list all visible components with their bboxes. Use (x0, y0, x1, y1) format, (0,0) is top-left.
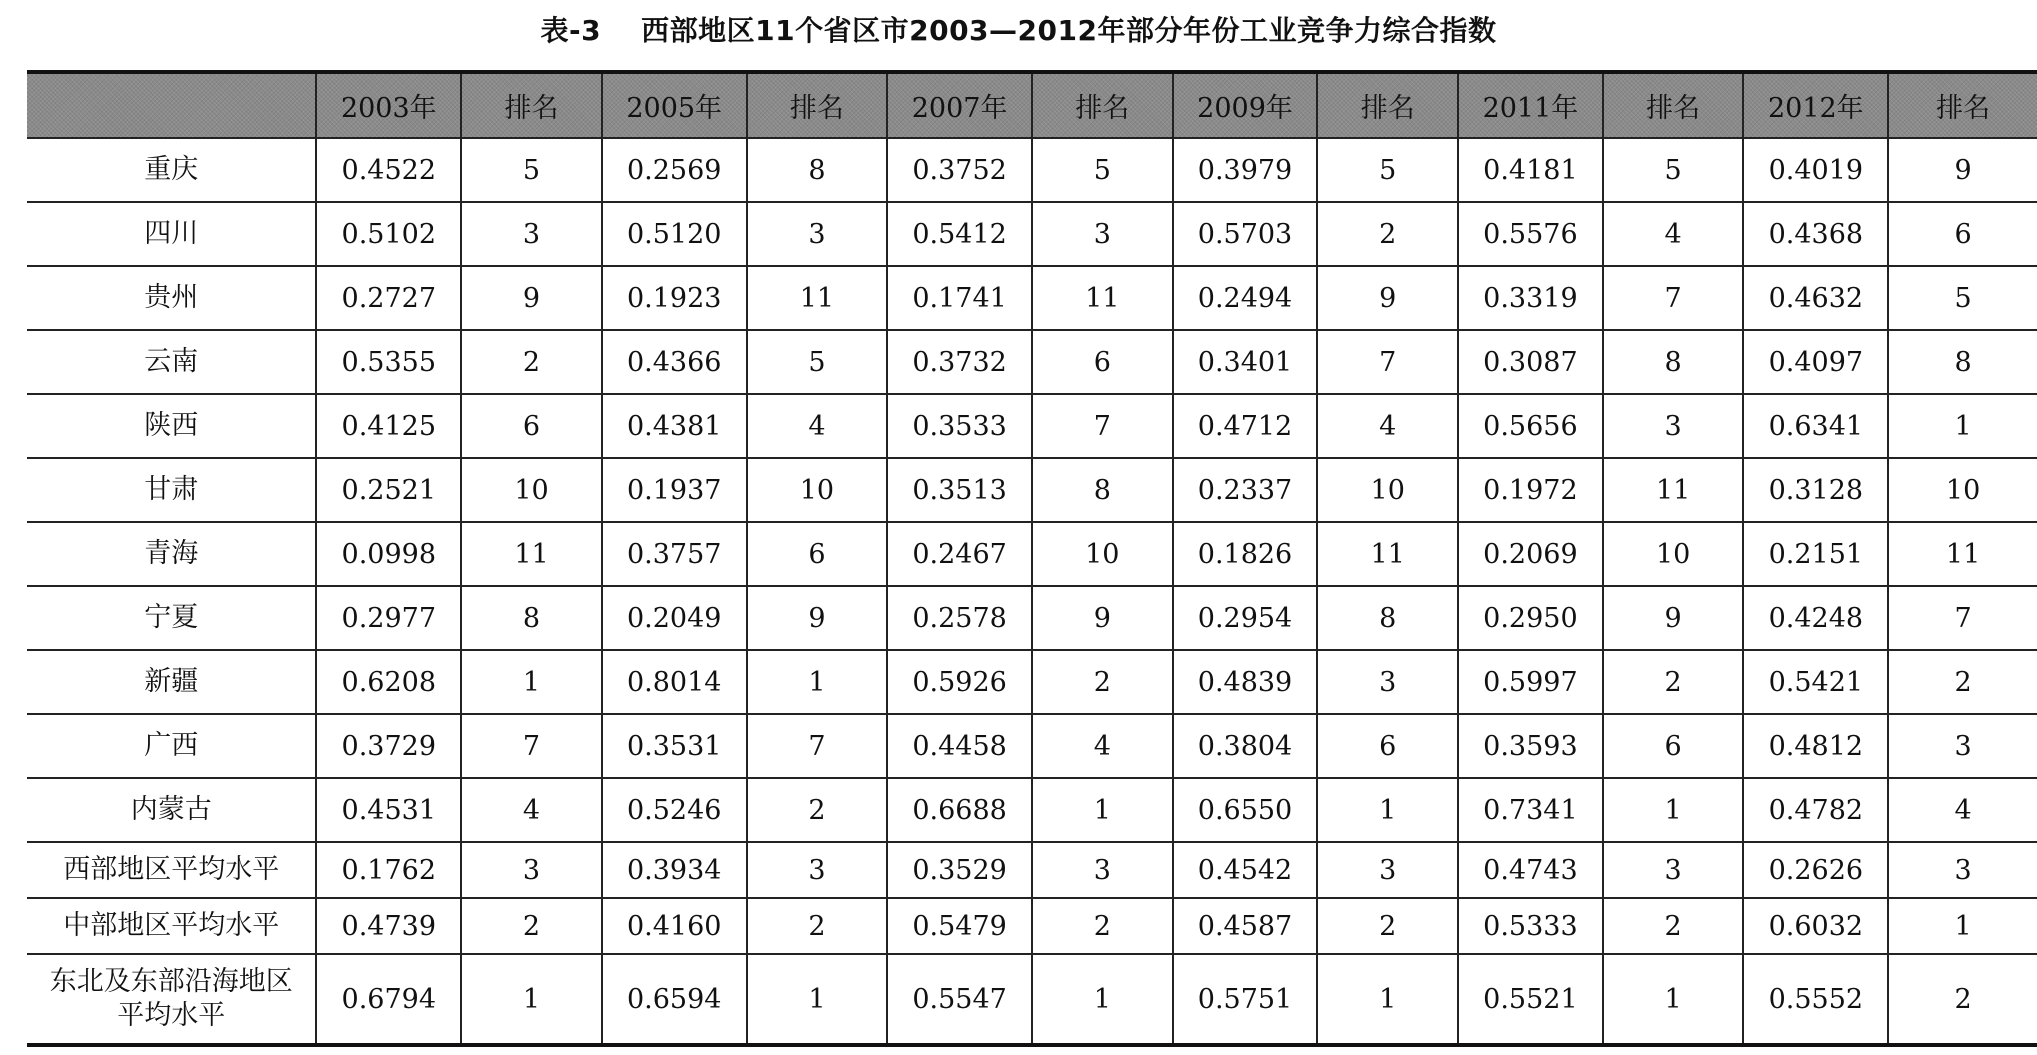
index-cell: 0.5997 (1458, 650, 1603, 714)
header-rank: 排名 (1317, 72, 1458, 138)
index-cell: 0.4181 (1458, 138, 1603, 202)
index-cell: 0.0998 (316, 522, 461, 586)
competitiveness-index-table (27, 70, 2037, 1047)
index-cell: 0.4019 (1743, 138, 1888, 202)
index-cell: 0.3729 (316, 714, 461, 778)
rank-cell: 4 (1603, 202, 1744, 266)
header-region (27, 72, 316, 138)
region-cell: 宁夏 (27, 586, 316, 650)
index-cell: 0.4531 (316, 778, 461, 842)
index-cell: 0.4381 (602, 394, 747, 458)
table-caption (0, 6, 2037, 56)
rank-cell: 10 (461, 458, 602, 522)
table-row (27, 458, 2037, 522)
header-rank: 排名 (747, 72, 888, 138)
index-cell: 0.4366 (602, 330, 747, 394)
header-rank: 排名 (1888, 72, 2037, 138)
rank-cell: 1 (747, 650, 888, 714)
index-cell: 0.2467 (887, 522, 1032, 586)
rank-cell: 8 (1032, 458, 1173, 522)
table-row (27, 266, 2037, 330)
index-cell: 0.5926 (887, 650, 1032, 714)
rank-cell: 4 (1317, 394, 1458, 458)
rank-cell: 8 (747, 138, 888, 202)
index-cell: 0.2049 (602, 586, 747, 650)
region-cell: 陕西 (27, 394, 316, 458)
index-cell: 0.4743 (1458, 842, 1603, 898)
rank-cell: 1 (1888, 898, 2037, 954)
table-row (27, 202, 2037, 266)
region-cell: 云南 (27, 330, 316, 394)
table-row (27, 954, 2037, 1045)
rank-cell: 10 (1888, 458, 2037, 522)
index-cell: 0.1826 (1173, 522, 1318, 586)
table-row (27, 842, 2037, 898)
rank-cell: 2 (461, 898, 602, 954)
rank-cell: 1 (1317, 954, 1458, 1045)
rank-cell: 7 (1888, 586, 2037, 650)
rank-cell: 3 (1603, 842, 1744, 898)
header-year: 2007年 (887, 72, 1032, 138)
rank-cell: 5 (1888, 266, 2037, 330)
index-cell: 0.4368 (1743, 202, 1888, 266)
index-cell: 0.4458 (887, 714, 1032, 778)
index-cell: 0.6688 (887, 778, 1032, 842)
rank-cell: 3 (1317, 842, 1458, 898)
index-cell: 0.6794 (316, 954, 461, 1045)
rank-cell: 2 (747, 898, 888, 954)
index-cell: 0.3529 (887, 842, 1032, 898)
rank-cell: 7 (1317, 330, 1458, 394)
rank-cell: 5 (1603, 138, 1744, 202)
region-cell: 东北及东部沿海地区 平均水平 (49, 966, 293, 1031)
index-cell: 0.3087 (1458, 330, 1603, 394)
index-cell: 0.5703 (1173, 202, 1318, 266)
table-title: 西部地区11个省区市2003—2012年部分年份工业竞争力综合指数 (641, 14, 1497, 47)
region-cell: 新疆 (27, 650, 316, 714)
index-cell: 0.5120 (602, 202, 747, 266)
rank-cell: 1 (461, 954, 602, 1045)
index-cell: 0.4522 (316, 138, 461, 202)
rank-cell: 2 (1032, 898, 1173, 954)
rank-cell: 5 (461, 138, 602, 202)
index-cell: 0.5102 (316, 202, 461, 266)
region-cell: 重庆 (27, 138, 316, 202)
index-cell: 0.4782 (1743, 778, 1888, 842)
index-cell: 0.4160 (602, 898, 747, 954)
rank-cell: 2 (1603, 898, 1744, 954)
rank-cell: 2 (747, 778, 888, 842)
index-cell: 0.3128 (1743, 458, 1888, 522)
table-body (27, 138, 2037, 1045)
region-cell: 四川 (27, 202, 316, 266)
rank-cell: 2 (1317, 202, 1458, 266)
index-cell: 0.5547 (887, 954, 1032, 1045)
rank-cell: 3 (1888, 714, 2037, 778)
index-cell: 0.3319 (1458, 266, 1603, 330)
table-row (27, 778, 2037, 842)
rank-cell: 1 (747, 954, 888, 1045)
table-number: 表-3 (540, 14, 602, 47)
rank-cell: 7 (1603, 266, 1744, 330)
index-cell: 0.2977 (316, 586, 461, 650)
index-cell: 0.5656 (1458, 394, 1603, 458)
rank-cell: 2 (1032, 650, 1173, 714)
index-cell: 0.3593 (1458, 714, 1603, 778)
rank-cell: 7 (1032, 394, 1173, 458)
rank-cell: 8 (1888, 330, 2037, 394)
table-row (27, 330, 2037, 394)
rank-cell: 10 (747, 458, 888, 522)
index-cell: 0.2626 (1743, 842, 1888, 898)
rank-cell: 8 (461, 586, 602, 650)
index-cell: 0.1923 (602, 266, 747, 330)
rank-cell: 10 (1317, 458, 1458, 522)
index-cell: 0.4542 (1173, 842, 1318, 898)
rank-cell: 6 (1317, 714, 1458, 778)
rank-cell: 9 (461, 266, 602, 330)
rank-cell: 11 (1317, 522, 1458, 586)
rank-cell: 5 (1317, 138, 1458, 202)
index-cell: 0.4712 (1173, 394, 1318, 458)
index-cell: 0.2521 (316, 458, 461, 522)
index-cell: 0.6550 (1173, 778, 1318, 842)
region-cell: 青海 (27, 522, 316, 586)
header-rank: 排名 (461, 72, 602, 138)
rank-cell: 8 (1317, 586, 1458, 650)
index-cell: 0.1762 (316, 842, 461, 898)
rank-cell: 4 (1888, 778, 2037, 842)
header-year: 2012年 (1743, 72, 1888, 138)
table-row (27, 650, 2037, 714)
header-rank: 排名 (1032, 72, 1173, 138)
index-cell: 0.5576 (1458, 202, 1603, 266)
rank-cell: 2 (1888, 650, 2037, 714)
rank-cell: 4 (1032, 714, 1173, 778)
rank-cell: 9 (1317, 266, 1458, 330)
rank-cell: 6 (461, 394, 602, 458)
index-cell: 0.4248 (1743, 586, 1888, 650)
table-row (27, 586, 2037, 650)
index-cell: 0.3732 (887, 330, 1032, 394)
rank-cell: 11 (1032, 266, 1173, 330)
rank-cell: 4 (461, 778, 602, 842)
rank-cell: 1 (1032, 954, 1173, 1045)
table-row (27, 394, 2037, 458)
index-cell: 0.3752 (887, 138, 1032, 202)
index-cell: 0.6341 (1743, 394, 1888, 458)
rank-cell: 11 (747, 266, 888, 330)
index-cell: 0.3401 (1173, 330, 1318, 394)
rank-cell: 3 (1032, 842, 1173, 898)
index-cell: 0.2494 (1173, 266, 1318, 330)
region-cell: 内蒙古 (27, 778, 316, 842)
index-cell: 0.6594 (602, 954, 747, 1045)
rank-cell: 3 (1317, 650, 1458, 714)
index-cell: 0.4632 (1743, 266, 1888, 330)
index-cell: 0.2151 (1743, 522, 1888, 586)
index-cell: 0.5412 (887, 202, 1032, 266)
index-cell: 0.1972 (1458, 458, 1603, 522)
rank-cell: 3 (461, 202, 602, 266)
rank-cell: 3 (747, 202, 888, 266)
table-row (27, 898, 2037, 954)
index-cell: 0.6208 (316, 650, 461, 714)
index-cell: 0.2950 (1458, 586, 1603, 650)
index-cell: 0.2069 (1458, 522, 1603, 586)
index-cell: 0.4097 (1743, 330, 1888, 394)
index-cell: 0.2578 (887, 586, 1032, 650)
rank-cell: 2 (1888, 954, 2037, 1045)
index-cell: 0.1741 (887, 266, 1032, 330)
index-cell: 0.5479 (887, 898, 1032, 954)
table-row (27, 138, 2037, 202)
index-cell: 0.3804 (1173, 714, 1318, 778)
index-cell: 0.5333 (1458, 898, 1603, 954)
rank-cell: 9 (1603, 586, 1744, 650)
rank-cell: 6 (1888, 202, 2037, 266)
rank-cell: 9 (747, 586, 888, 650)
rank-cell: 7 (461, 714, 602, 778)
header-year: 2009年 (1173, 72, 1318, 138)
region-cell: 西部地区平均水平 (27, 842, 316, 898)
rank-cell: 3 (461, 842, 602, 898)
index-cell: 0.2337 (1173, 458, 1318, 522)
rank-cell: 1 (1603, 778, 1744, 842)
rank-cell: 8 (1603, 330, 1744, 394)
rank-cell: 3 (1032, 202, 1173, 266)
header-year: 2003年 (316, 72, 461, 138)
index-cell: 0.3513 (887, 458, 1032, 522)
index-cell: 0.5552 (1743, 954, 1888, 1045)
index-cell: 0.4587 (1173, 898, 1318, 954)
index-cell: 0.2727 (316, 266, 461, 330)
index-cell: 0.7341 (1458, 778, 1603, 842)
index-cell: 0.5751 (1173, 954, 1318, 1045)
index-cell: 0.3979 (1173, 138, 1318, 202)
rank-cell: 2 (461, 330, 602, 394)
rank-cell: 11 (1603, 458, 1744, 522)
rank-cell: 5 (747, 330, 888, 394)
index-cell: 0.6032 (1743, 898, 1888, 954)
index-cell: 0.4812 (1743, 714, 1888, 778)
rank-cell: 11 (461, 522, 602, 586)
index-cell: 0.5355 (316, 330, 461, 394)
region-cell: 贵州 (27, 266, 316, 330)
index-cell: 0.8014 (602, 650, 747, 714)
rank-cell: 1 (1603, 954, 1744, 1045)
table-row (27, 714, 2037, 778)
index-cell: 0.4739 (316, 898, 461, 954)
region-cell: 广西 (27, 714, 316, 778)
index-cell: 0.3934 (602, 842, 747, 898)
index-cell: 0.3757 (602, 522, 747, 586)
header-year: 2005年 (602, 72, 747, 138)
rank-cell: 4 (747, 394, 888, 458)
index-cell: 0.3531 (602, 714, 747, 778)
rank-cell: 7 (747, 714, 888, 778)
header-year: 2011年 (1458, 72, 1603, 138)
region-cell: 中部地区平均水平 (27, 898, 316, 954)
rank-cell: 2 (1317, 898, 1458, 954)
rank-cell: 3 (747, 842, 888, 898)
index-cell: 0.5421 (1743, 650, 1888, 714)
rank-cell: 9 (1888, 138, 2037, 202)
rank-cell: 3 (1603, 394, 1744, 458)
table-row (27, 522, 2037, 586)
rank-cell: 1 (1317, 778, 1458, 842)
rank-cell: 1 (1888, 394, 2037, 458)
rank-cell: 10 (1032, 522, 1173, 586)
table-header-row (27, 72, 2037, 138)
header-rank: 排名 (1603, 72, 1744, 138)
rank-cell: 10 (1603, 522, 1744, 586)
rank-cell: 1 (461, 650, 602, 714)
rank-cell: 9 (1032, 586, 1173, 650)
index-cell: 0.1937 (602, 458, 747, 522)
index-cell: 0.5521 (1458, 954, 1603, 1045)
rank-cell: 2 (1603, 650, 1744, 714)
region-cell: 甘肃 (27, 458, 316, 522)
rank-cell: 6 (1032, 330, 1173, 394)
rank-cell: 1 (1032, 778, 1173, 842)
rank-cell: 5 (1032, 138, 1173, 202)
index-cell: 0.2569 (602, 138, 747, 202)
index-cell: 0.3533 (887, 394, 1032, 458)
index-cell: 0.4839 (1173, 650, 1318, 714)
rank-cell: 11 (1888, 522, 2037, 586)
index-cell: 0.5246 (602, 778, 747, 842)
rank-cell: 6 (1603, 714, 1744, 778)
index-cell: 0.2954 (1173, 586, 1318, 650)
rank-cell: 3 (1888, 842, 2037, 898)
index-cell: 0.4125 (316, 394, 461, 458)
rank-cell: 6 (747, 522, 888, 586)
